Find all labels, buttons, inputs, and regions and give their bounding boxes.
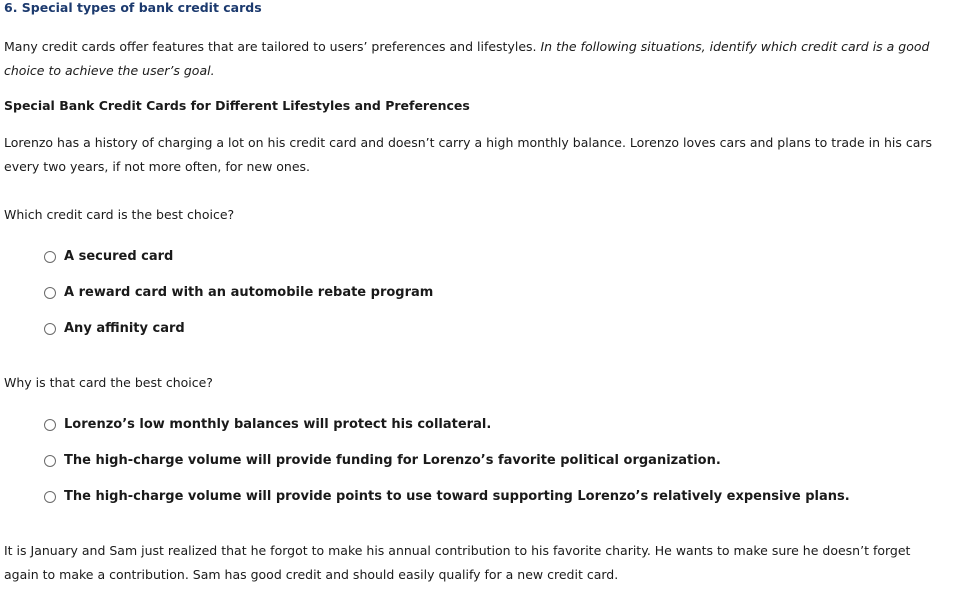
q1-option-affinity-card[interactable]	[44, 320, 185, 338]
scenario2-line-1: It is January and Sam just realized that he forgot to make his annual contribution to his favorite charity. He wants to make sure he doesn’t forget	[4, 543, 911, 558]
q1-option-secured-card[interactable]	[44, 248, 173, 266]
section-title: 6. Special types of bank credit cards	[4, 0, 262, 15]
option-label: The high-charge volume will provide funding for Lorenzo’s favorite political organization.	[64, 453, 721, 468]
question2-prompt: Why is that card the best choice?	[4, 375, 213, 390]
intro-line-2	[4, 59, 215, 83]
option-label: A reward card with an automobile rebate program	[64, 285, 434, 300]
q2-option-points[interactable]	[44, 488, 850, 506]
scenario2-line-2: again to make a contribution. Sam has good credit and should easily qualify for a new credit card.	[4, 567, 619, 582]
radio-button[interactable]	[44, 419, 56, 431]
radio-button[interactable]	[44, 251, 56, 263]
subheading: Special Bank Credit Cards for Different Lifestyles and Preferences	[4, 98, 470, 113]
intro-italic-text-1: In the following situations, identify which credit card is a good	[540, 39, 930, 54]
q2-option-collateral[interactable]	[44, 416, 491, 434]
q2-option-political-organization[interactable]	[44, 452, 721, 470]
radio-button[interactable]	[44, 491, 56, 503]
intro-line-1	[4, 35, 929, 59]
option-label: The high-charge volume will provide points to use toward supporting Lorenzo’s relatively expensive plans.	[64, 489, 850, 504]
q1-option-reward-card[interactable]	[44, 284, 433, 302]
radio-button[interactable]	[44, 323, 56, 335]
option-label: A secured card	[64, 249, 174, 264]
intro-plain-text: Many credit cards offer features that are tailored to users’ preferences and lifestyles.	[4, 39, 541, 54]
radio-button[interactable]	[44, 287, 56, 299]
scenario1-line-1: Lorenzo has a history of charging a lot on his credit card and doesn’t carry a high monthly balance. Lorenzo loves cars and plans to trade in his cars	[4, 135, 933, 150]
question1-prompt: Which credit card is the best choice?	[4, 207, 235, 222]
option-label: Any affinity card	[64, 321, 185, 336]
option-label: Lorenzo’s low monthly balances will protect his collateral.	[64, 417, 492, 432]
scenario1-line-2: every two years, if not more often, for new ones.	[4, 159, 311, 174]
intro-italic-text-2: choice to achieve the user’s goal.	[4, 63, 215, 78]
radio-button[interactable]	[44, 455, 56, 467]
